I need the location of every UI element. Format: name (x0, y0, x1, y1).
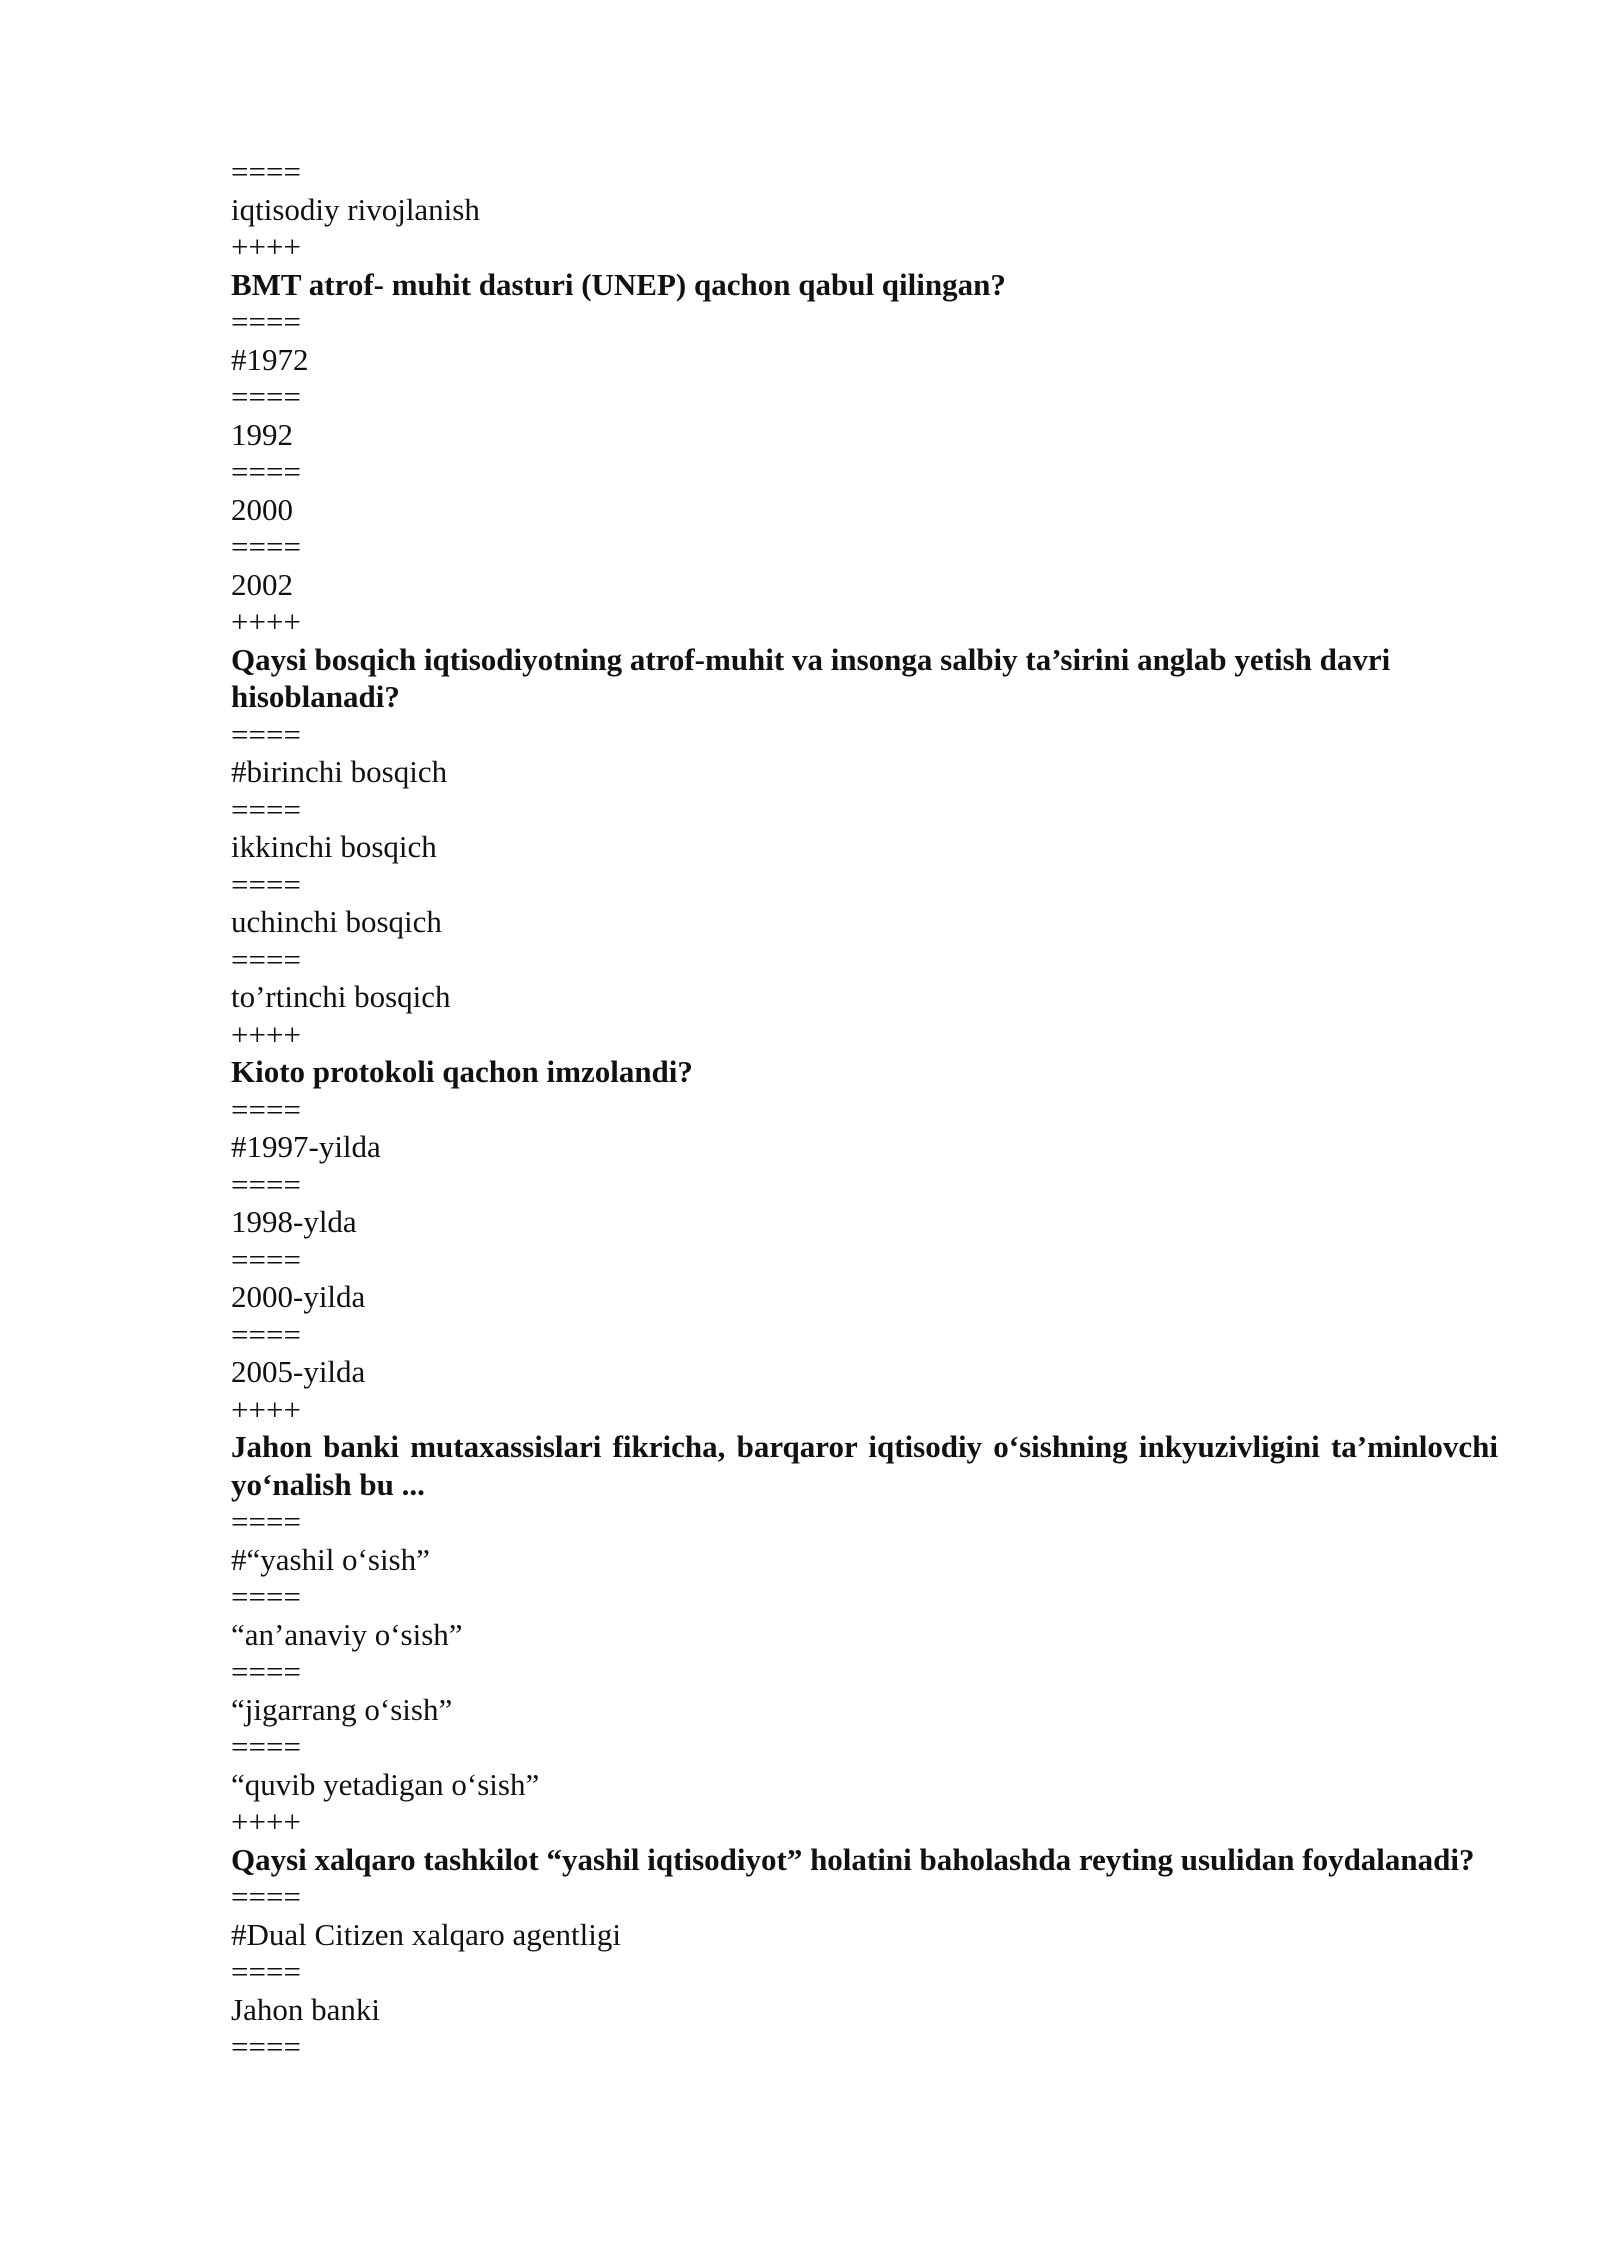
answer-option: uchinchi bosqich (231, 904, 442, 939)
answer-option: 2000 (231, 491, 293, 527)
answer-separator: ==== (231, 1579, 301, 1614)
question-separator: ++++ (231, 604, 301, 639)
answer-option: 1992 (231, 416, 293, 452)
answer-separator: ==== (231, 1241, 301, 1277)
answer-separator: ==== (231, 1654, 301, 1689)
answer-separator: ==== (231, 1504, 301, 1539)
answer-option: Jahon banki (231, 1991, 380, 2027)
correct-answer-option: #1972 (231, 341, 309, 377)
answer-separator: ==== (231, 379, 301, 414)
answer-separator: ==== (231, 154, 301, 189)
answer-option: “jigarrang o‘sish” (231, 1691, 453, 1727)
question-text: Jahon banki mutaxassislari fikricha, barqaror iqtisodiy o‘sishning inkyuzivligini ta’minlovchi yo‘nalish bu ... (231, 1429, 1506, 1502)
question-text: Qaysi bosqich iqtisodiyotning atrof-muhit va insonga salbiy ta’sirini anglab yetish davri hisoblanadi? (231, 641, 1399, 714)
answer-separator: ==== (231, 1954, 301, 1989)
answer-separator: ==== (231, 1729, 301, 1764)
answer-separator: ==== (231, 1316, 301, 1352)
answer-option: iqtisodiy rivojlanish (231, 191, 480, 227)
answer-option: ikkinchi bosqich (231, 829, 437, 864)
question-text: BMT atrof- muhit dasturi (UNEP) qachon qabul qilingan? (231, 266, 1006, 302)
answer-separator: ==== (231, 941, 301, 977)
correct-answer-option: #birinchi bosqich (231, 754, 448, 789)
answer-option: 2005-yilda (231, 1354, 366, 1389)
document-body (231, 153, 1506, 2066)
question-separator: ++++ (231, 1016, 301, 1052)
answer-separator: ==== (231, 791, 301, 827)
correct-answer-option: #1997-yilda (231, 1129, 381, 1164)
question-separator: ++++ (231, 1391, 301, 1427)
answer-option: 2000-yilda (231, 1279, 366, 1314)
answer-separator: ==== (231, 1091, 301, 1127)
correct-answer-option: #Dual Citizen xalqaro agentligi (231, 1916, 621, 1952)
answer-separator: ==== (231, 716, 301, 752)
answer-option: “an’anaviy o‘sish” (231, 1616, 463, 1652)
answer-option: 2002 (231, 566, 293, 602)
question-separator: ++++ (231, 229, 301, 264)
answer-separator: ==== (231, 529, 301, 564)
answer-separator: ==== (231, 1879, 301, 1914)
answer-option: “quvib yetadigan o‘sish” (231, 1766, 540, 1802)
answer-option: to’rtinchi bosqich (231, 979, 451, 1014)
answer-separator: ==== (231, 1166, 301, 1202)
correct-answer-option: #“yashil o‘sish” (231, 1541, 430, 1577)
answer-separator: ==== (231, 866, 301, 902)
answer-separator: ==== (231, 454, 301, 489)
question-text: Kioto protokoli qachon imzolandi? (231, 1054, 693, 1089)
answer-separator: ==== (231, 304, 301, 339)
answer-option: 1998-ylda (231, 1204, 357, 1239)
question-text: Qaysi xalqaro tashkilot “yashil iqtisodiyot” holatini baholashda reyting usulidan foydalanadi? (231, 1841, 1475, 1877)
answer-separator: ==== (231, 2029, 301, 2064)
question-separator: ++++ (231, 1804, 301, 1839)
